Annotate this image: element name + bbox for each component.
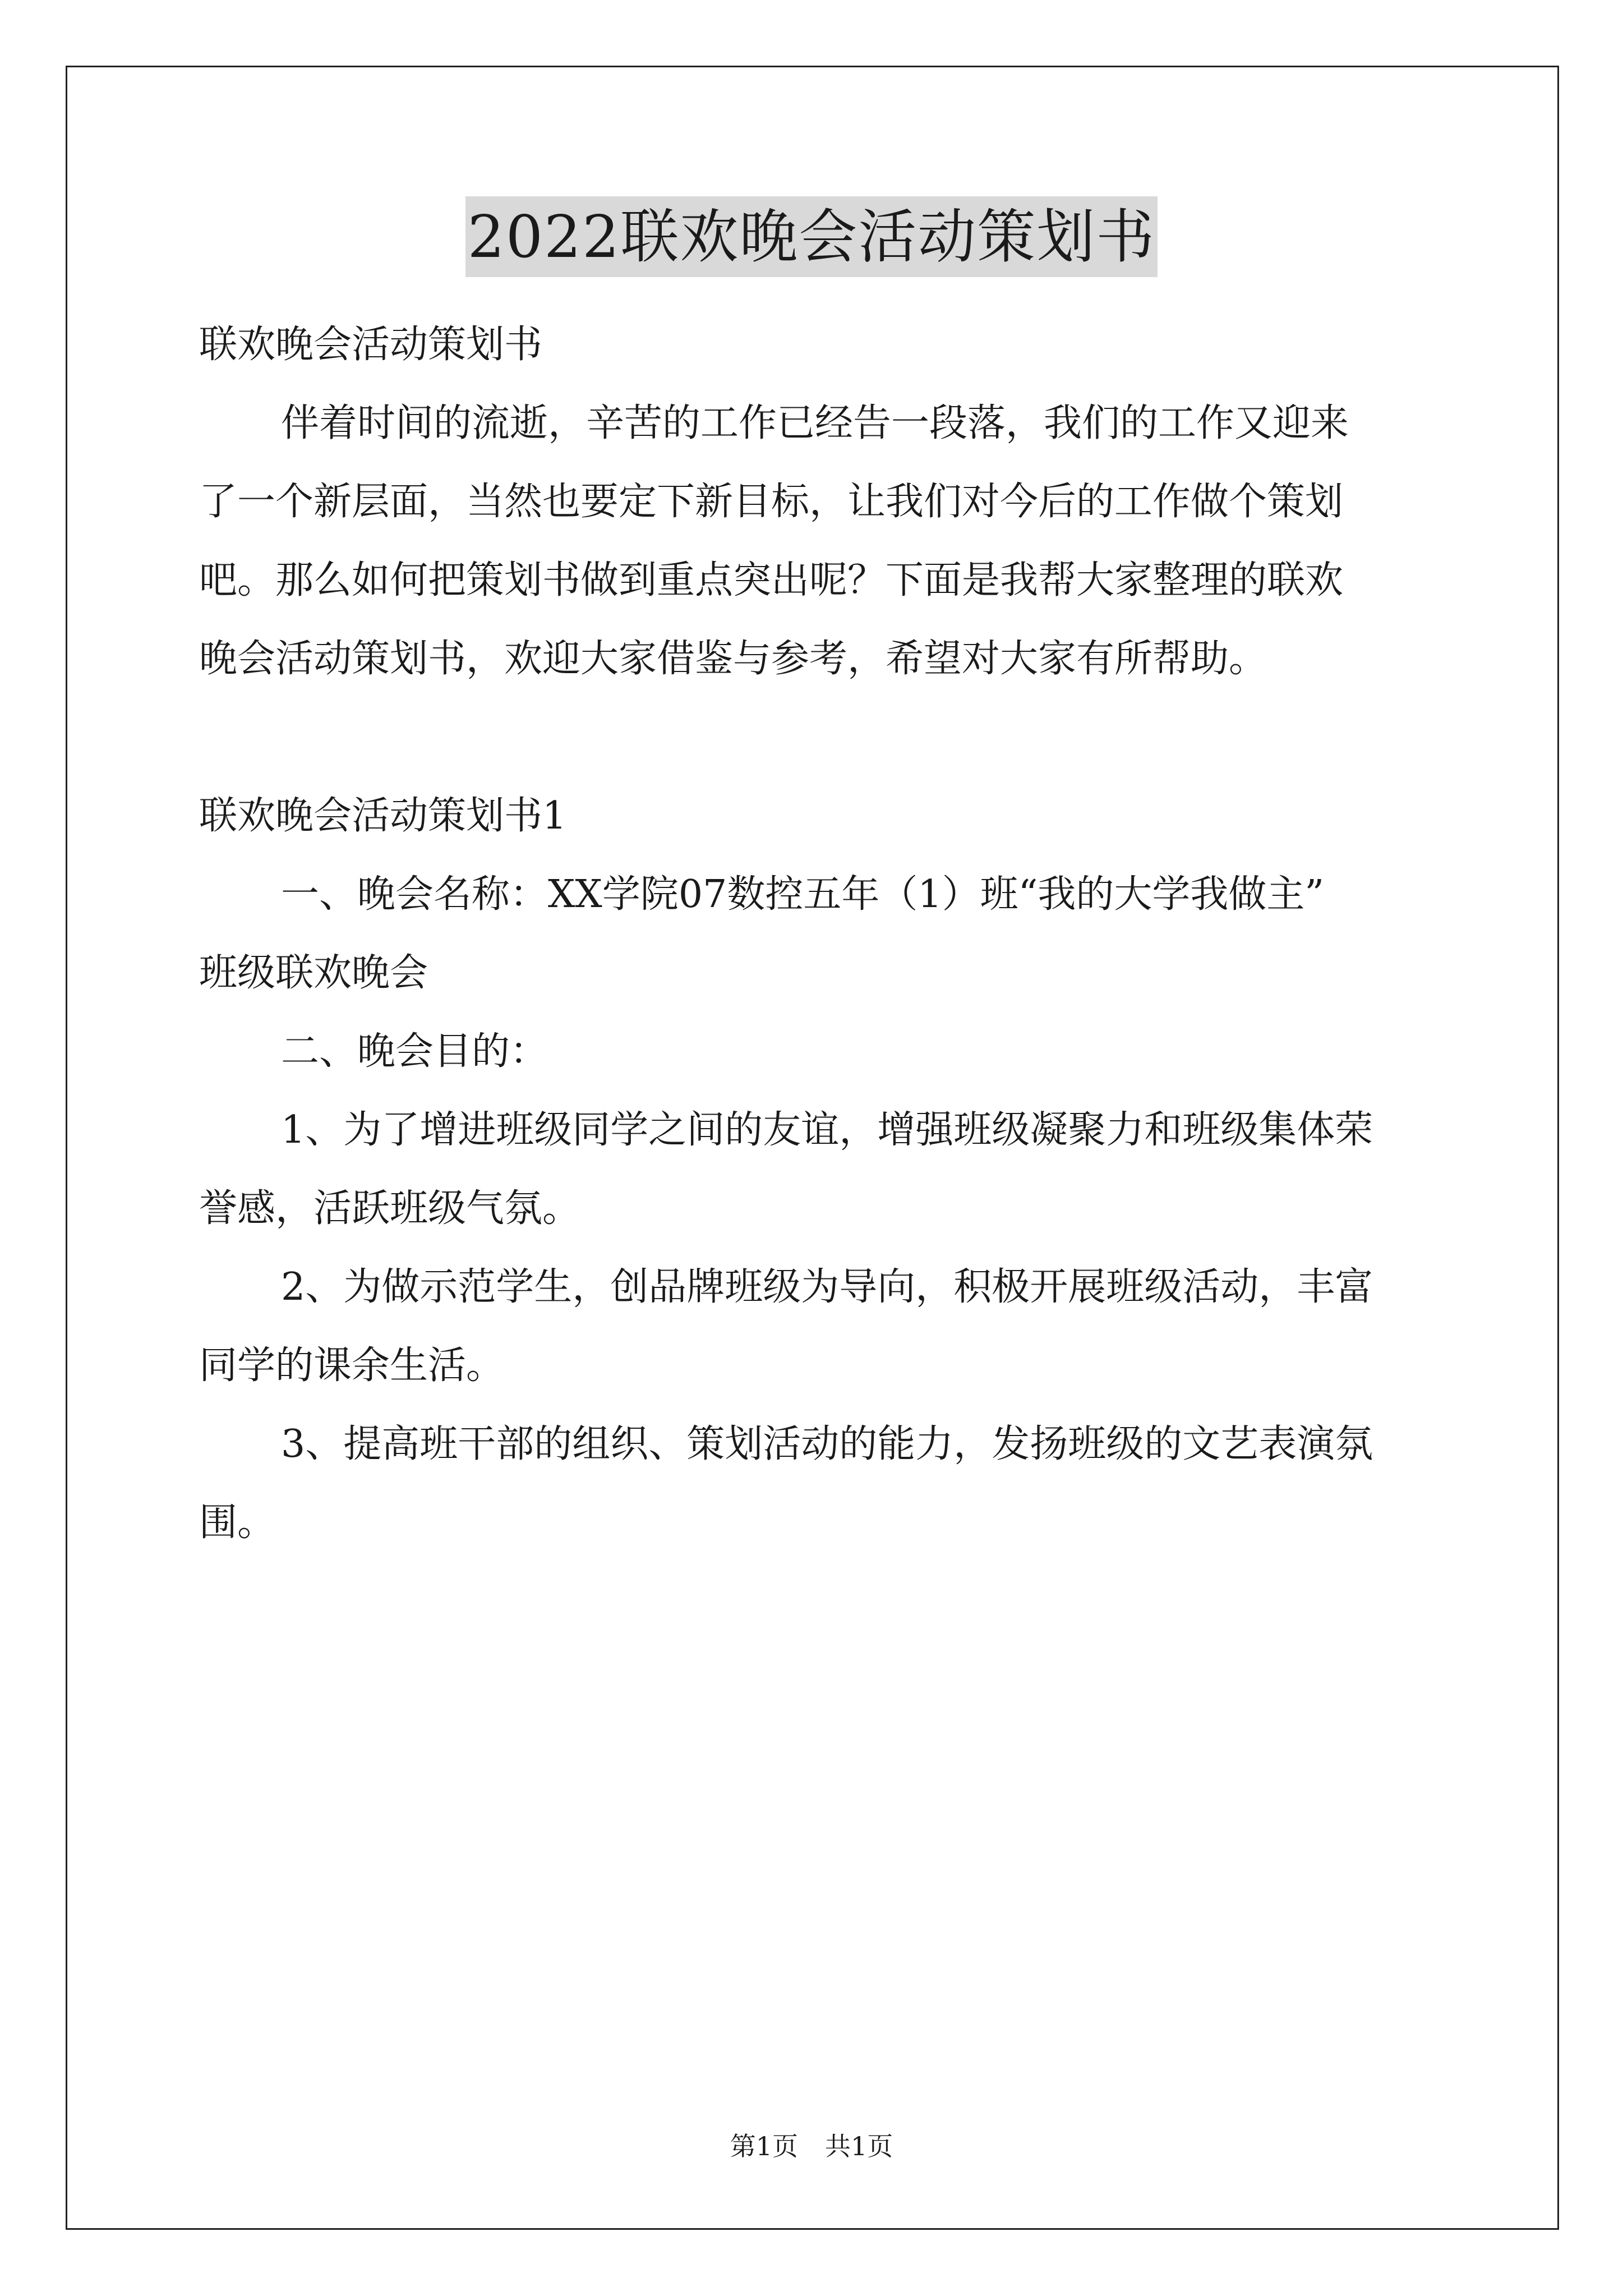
document-title: 2022联欢晚会活动策划书 xyxy=(465,196,1158,277)
purpose-item-3: 3、提高班干部的组织、策划活动的能力，发扬班级的文艺表演氛 xyxy=(281,1422,1373,1466)
page-number-total: 共1页 xyxy=(825,2131,893,2161)
purpose-heading: 二、晚会目的： xyxy=(281,1029,548,1074)
document-subtitle: 联欢晚会活动策划书 xyxy=(199,323,543,367)
purpose-item-2: 2、为做示范学生，创品牌班级为导向，积极开展班级活动，丰富 xyxy=(281,1265,1373,1309)
intro-line: 了一个新层面，当然也要定下新目标，让我们对今后的工作做个策划 xyxy=(199,480,1344,524)
intro-line: 吧。那么如何把策划书做到重点突出呢？下面是我帮大家整理的联欢 xyxy=(199,558,1344,602)
event-name-line: 一、晚会名称：XX学院07数控五年（1）班“我的大学我做主” xyxy=(281,872,1325,917)
purpose-item-1: 1、为了增进班级同学之间的友谊，增强班级凝聚力和班级集体荣 xyxy=(281,1108,1373,1152)
intro-line: 伴着时间的流逝，辛苦的工作已经告一段落，我们的工作又迎来 xyxy=(281,401,1349,445)
intro-line: 晚会活动策划书，欢迎大家借鉴与参考，希望对大家有所帮助。 xyxy=(199,637,1267,681)
purpose-item-2-cont: 同学的课余生活。 xyxy=(199,1343,505,1388)
event-name-line: 班级联欢晚会 xyxy=(199,951,428,995)
section-heading: 联欢晚会活动策划书1 xyxy=(199,794,567,838)
purpose-item-3-cont: 围。 xyxy=(199,1501,276,1545)
purpose-item-1-cont: 誉感，活跃班级气氛。 xyxy=(199,1186,581,1231)
page-number-current: 第1页 xyxy=(730,2131,798,2161)
document-body xyxy=(199,306,1433,1562)
title-wrap xyxy=(0,196,1623,277)
page-footer xyxy=(0,2129,1623,2163)
